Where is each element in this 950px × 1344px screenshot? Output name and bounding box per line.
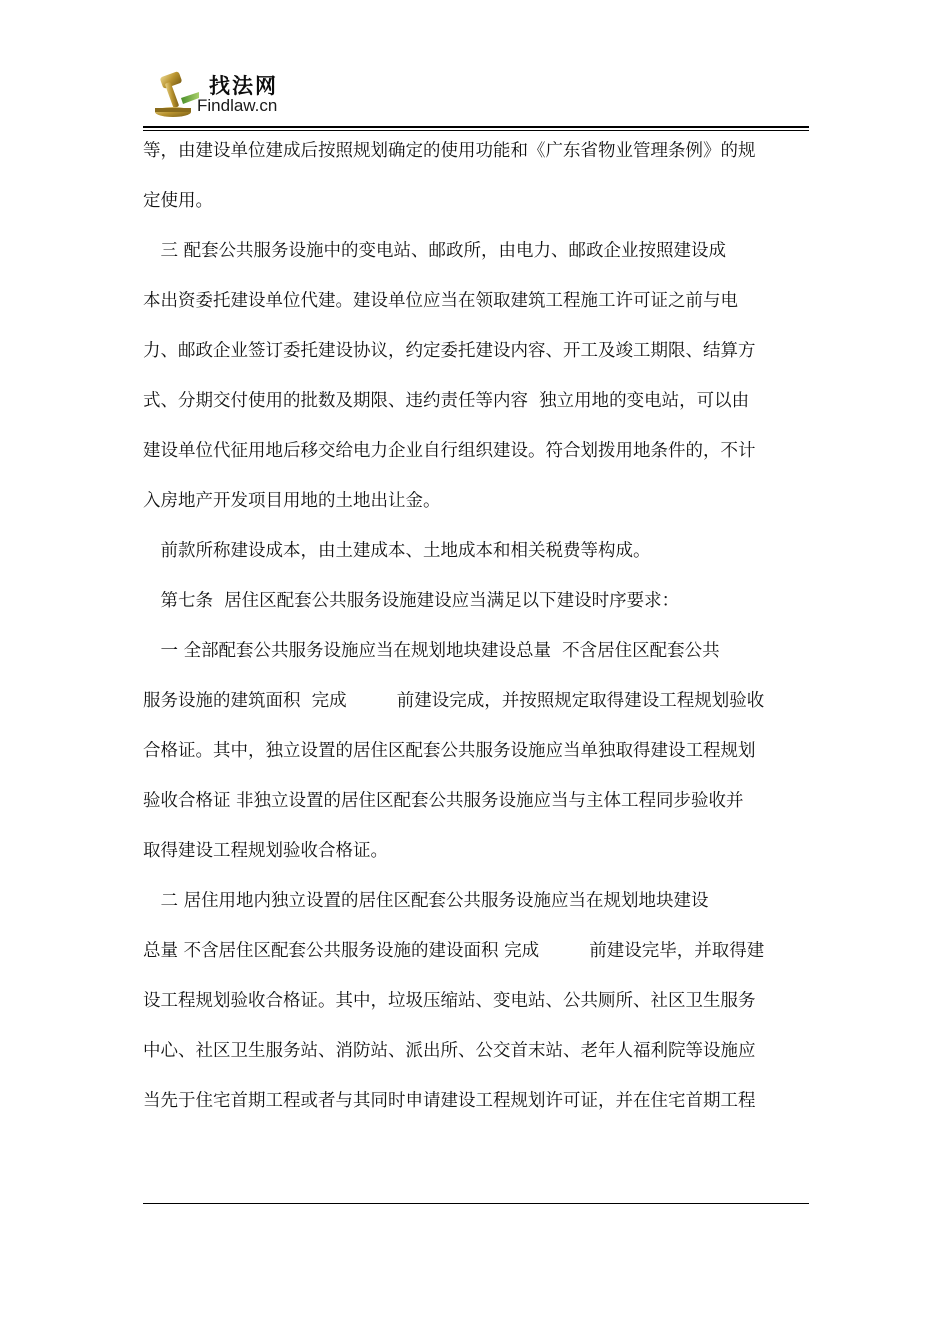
text-line: 设工程规划验收合格证。其中，垃圾压缩站、变电站、公共厕所、社区卫生服务 xyxy=(143,991,756,1011)
text-line: 合格证。其中，独立设置的居住区配套公共服务设施应当单独取得建设工程规划 xyxy=(143,741,756,761)
text-line: 本出资委托建设单位代建。建设单位应当在领取建筑工程施工许可证之前与电 xyxy=(143,291,738,311)
text-line: 力、邮政企业签订委托建设协议，约定委托建设内容、开工及竣工期限、结算方 xyxy=(143,341,756,361)
text-line: 一 全部配套公共服务设施应当在规划地块建设总量 不含居住区配套公共 xyxy=(143,641,720,661)
text-line: 中心、社区卫生服务站、消防站、派出所、公交首末站、老年人福利院等设施应 xyxy=(143,1041,756,1061)
text-line: 第七条 居住区配套公共服务设施建设应当满足以下建设时序要求： xyxy=(143,591,680,611)
logo-english-text: Findlaw.cn xyxy=(197,96,278,115)
text-line: 入房地产开发项目用地的土地出让金。 xyxy=(143,491,441,511)
text-line: 等，由建设单位建成后按照规划确定的使用功能和《广东省物业管理条例》的规 xyxy=(143,141,756,161)
findlaw-logo[interactable] xyxy=(151,68,301,120)
text-line: 二 居住用地内独立设置的居住区配套公共服务设施应当在规划地块建设 xyxy=(143,891,709,911)
gavel-icon xyxy=(151,68,199,120)
document-body xyxy=(143,126,809,1126)
text-line: 建设单位代征用地后移交给电力企业自行组织建设。符合划拨用地条件的，不计 xyxy=(143,441,756,461)
text-line: 取得建设工程规划验收合格证。 xyxy=(143,841,388,861)
footer-rule xyxy=(143,1203,809,1204)
text-line: 前款所称建设成本，由土建成本、土地成本和相关税费等构成。 xyxy=(143,541,651,561)
text-line: 定使用。 xyxy=(143,191,213,211)
text-line: 验收合格证 非独立设置的居住区配套公共服务设施应当与主体工程同步验收并 xyxy=(143,791,744,811)
text-line: 三 配套公共服务设施中的变电站、邮政所，由电力、邮政企业按照建设成 xyxy=(143,241,727,261)
page-header xyxy=(143,64,809,134)
text-line: 总量 不含居住区配套公共服务设施的建设面积 完成 前建设完毕，并取得建 xyxy=(143,941,765,961)
text-line: 当先于住宅首期工程或者与其同时申请建设工程规划许可证，并在住宅首期工程 xyxy=(143,1091,756,1111)
logo-chinese-text: 找法网 xyxy=(209,74,278,98)
text-line: 式、分期交付使用的批数及期限、违约责任等内容 独立用地的变电站，可以由 xyxy=(143,391,750,411)
text-line: 服务设施的建筑面积 完成 前建设完成，并按照规定取得建设工程规划验收 xyxy=(143,691,765,711)
